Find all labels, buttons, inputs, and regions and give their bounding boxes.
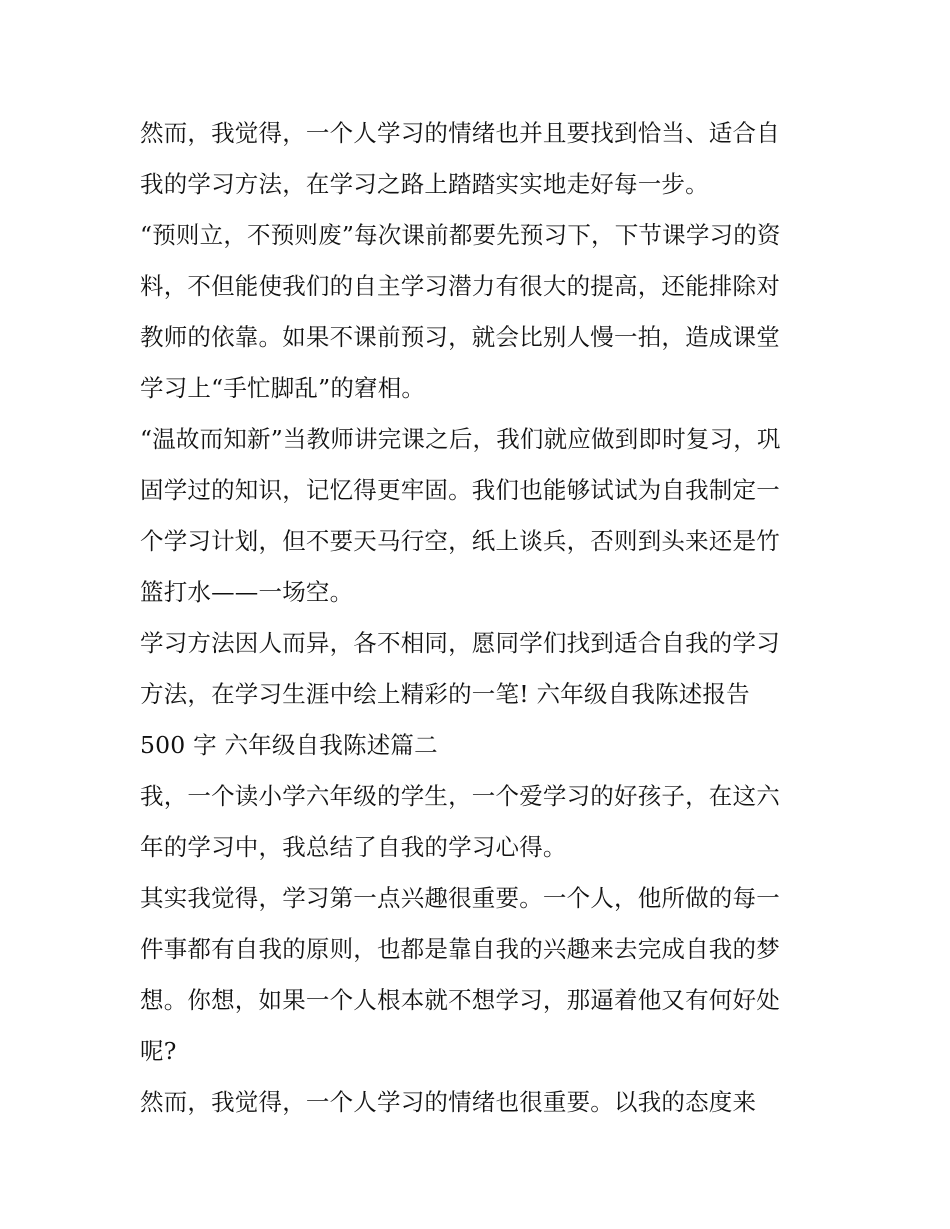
text-line: 然而，我觉得，一个人学习的情绪也并且要找到恰当、适合自 [140,119,780,147]
text-line: 件事都有自我的原则，也都是靠自我的兴趣来去完成自我的梦 [140,935,780,963]
text-line: 然而，我觉得，一个人学习的情绪也很重要。以我的态度来 [140,1088,757,1116]
text-line: 其实我觉得，学习第一点兴趣很重要。一个人，他所做的每一 [140,884,780,912]
document-body [140,108,820,1128]
text-line: 固学过的知识，记忆得更牢固。我们也能够试试为自我制定一 [140,476,780,504]
text-line: 呢? [140,1037,177,1065]
text-line: 方法，在学习生涯中绘上精彩的一笔! 六年级自我陈述报告 [140,680,750,708]
text-line: “预则立，不预则废”每次课前都要先预习下，下节课学习的资 [140,221,781,249]
text-line: 500 字 六年级自我陈述篇二 [140,731,438,759]
text-line: 年的学习中，我总结了自我的学习心得。 [140,833,567,861]
text-line: 我的学习方法，在学习之路上踏踏实实地走好每一步。 [140,170,709,198]
text-line: 教师的依靠。如果不课前预习，就会比别人慢一拍，造成课堂 [140,323,780,351]
text-line: 想。你想，如果一个人根本就不想学习，那逼着他又有何好处 [140,986,780,1014]
text-line: 料，不但能使我们的自主学习潜力有很大的提高，还能排除对 [140,272,780,300]
text-line: 我，一个读小学六年级的学生，一个爱学习的好孩子，在这六 [140,782,780,810]
text-line: 篮打水——一场空。 [140,578,354,606]
text-line: “温故而知新”当教师讲完课之后，我们就应做到即时复习，巩 [140,425,781,453]
text-line: 个学习计划，但不要天马行空，纸上谈兵，否则到头来还是竹 [140,527,780,555]
text-line: 学习方法因人而异，各不相同，愿同学们找到适合自我的学习 [140,629,780,657]
text-line: 学习上“手忙脚乱”的窘相。 [140,374,426,402]
